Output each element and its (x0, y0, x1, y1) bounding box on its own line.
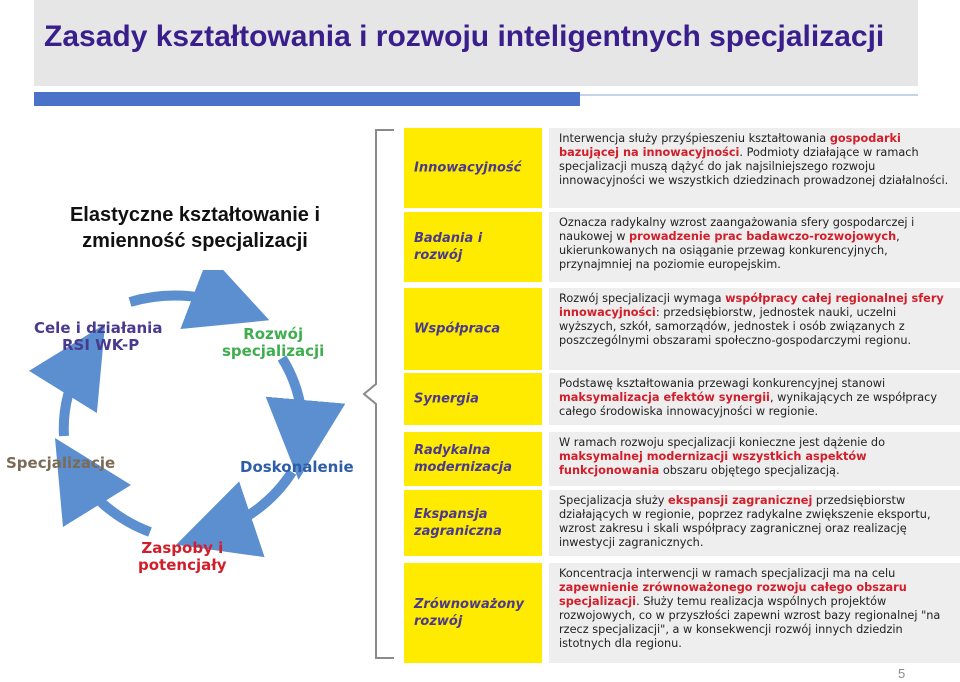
principle-description: Podstawę kształtowania przewagi konkurencyjnej stanowi maksymalizacja efektów synergii, wynikających ze współpracy całego środowiska innowacyjności w regionie. (559, 377, 938, 418)
bracket-brace (362, 128, 398, 660)
page-number: 5 (898, 666, 906, 681)
subtitle-line-2: zmienność specjalizacji (82, 230, 308, 252)
principle-description-cell (549, 432, 960, 486)
principle-label-cell (404, 490, 542, 556)
principle-label: Badania i rozwój (414, 231, 483, 263)
principle-row (404, 432, 960, 486)
principle-row (404, 490, 960, 556)
principle-row (404, 373, 960, 425)
principle-row (404, 563, 960, 663)
principle-label-cell (404, 212, 542, 282)
principle-label: Współpraca (414, 321, 501, 337)
principle-description: W ramach rozwoju specjalizacji konieczne jest dążenie do maksymalnej modernizacji wszystkich aspektów funkcjonowania obszaru objętego specjalizacją. (559, 436, 886, 477)
principle-label: Zrównoważony rozwój (414, 597, 524, 629)
cycle-label-zasoby: Zaspoby i potencjały (138, 539, 227, 574)
accent-bar (34, 92, 580, 106)
principle-description: Interwencja służy przyśpieszeniu kształtowania gospodarki bazującej na innowacyjności. Podmioty działające w ramach specjalizacji muszą dążyć do jak najsilniejszego rozwoju innowacyjności we wszystkich dziedzinach prowadzonej działalności. (559, 132, 949, 187)
cycle-arrow-3 (214, 472, 292, 532)
principle-label: Innowacyjność (414, 160, 522, 176)
principle-description-cell (549, 373, 960, 425)
principle-description-cell (549, 212, 960, 282)
page-title: Zasady kształtowania i rozwoju inteligentnych specjalizacji (44, 20, 885, 53)
principle-label-cell (404, 128, 542, 208)
principle-label-cell (404, 432, 542, 486)
principle-description-cell (549, 563, 960, 663)
principle-description-cell (549, 490, 960, 556)
cycle-arrow-5 (64, 358, 84, 436)
subtitle-line-1: Elastyczne kształtowanie i (69, 204, 321, 226)
principle-description-cell (549, 128, 960, 208)
cycle-arrow-2 (282, 358, 302, 440)
principle-description-cell (549, 288, 960, 370)
principle-label: Ekspansja zagraniczna (414, 507, 502, 539)
principle-row (404, 212, 960, 282)
principle-description: Koncentracja interwencji w ramach specjalizacji ma na celu zapewnienie zrównoważonego rozwoju całego obszaru specjalizacji. Służy temu realizacja wspólnych projektów rozwojowych, co w przyszłości zapewni wzrost bazy regionalnej "na rzecz specjalizacji", a w konsekwencji rozwój innych dziedzin istotnych dla regionu. (559, 567, 941, 650)
accent-line (580, 94, 918, 96)
cycle-label-specjalizacje: Specjalizacje (6, 454, 116, 472)
cycle-label-doskonalenie: Doskonalenie (240, 458, 354, 476)
principle-label: Radykalna modernizacja (414, 443, 512, 475)
cycle-diagram (0, 270, 380, 590)
principle-row (404, 288, 960, 370)
principle-label: Synergia (414, 391, 479, 407)
principle-label-cell (404, 288, 542, 370)
principle-label-cell (404, 563, 542, 663)
principle-description: Rozwój specjalizacji wymaga współpracy całej regionalnej sfery innowacyjności: przedsiębiorstw, jednostek nauki, uczelni wyższych, szkół, samorządów, jednostek i osób związanych z poszczególnymi obszarami społeczno-gospodarczymi regionu. (559, 292, 944, 347)
cycle-arrow-1 (130, 296, 232, 306)
principle-row (404, 128, 960, 208)
cycle-arrow-4 (76, 472, 150, 532)
subtitle (40, 202, 350, 254)
cycle-label-cele: Cele i działania RSI WK-P (34, 319, 163, 354)
principle-description: Oznacza radykalny wzrost zaangażowania sfery gospodarczej i naukowej w prowadzenie prac badawczo-rozwojowych, ukierunkowanych na osiąganie przewag konkurencyjnych, przynajmniej na poziomie europejskim. (559, 216, 915, 271)
principle-label-cell (404, 373, 542, 425)
principle-description: Specjalizacja służy ekspansji zagranicznej przedsiębiorstw działających w regionie, poprzez radykalne zwiększenie eksportu, wzrost zakresu i skali współpracy zagranicznej oraz realizację inwestycji zagranicznych. (559, 494, 931, 549)
cycle-label-rozwoj: Rozwój specjalizacji (222, 325, 325, 360)
